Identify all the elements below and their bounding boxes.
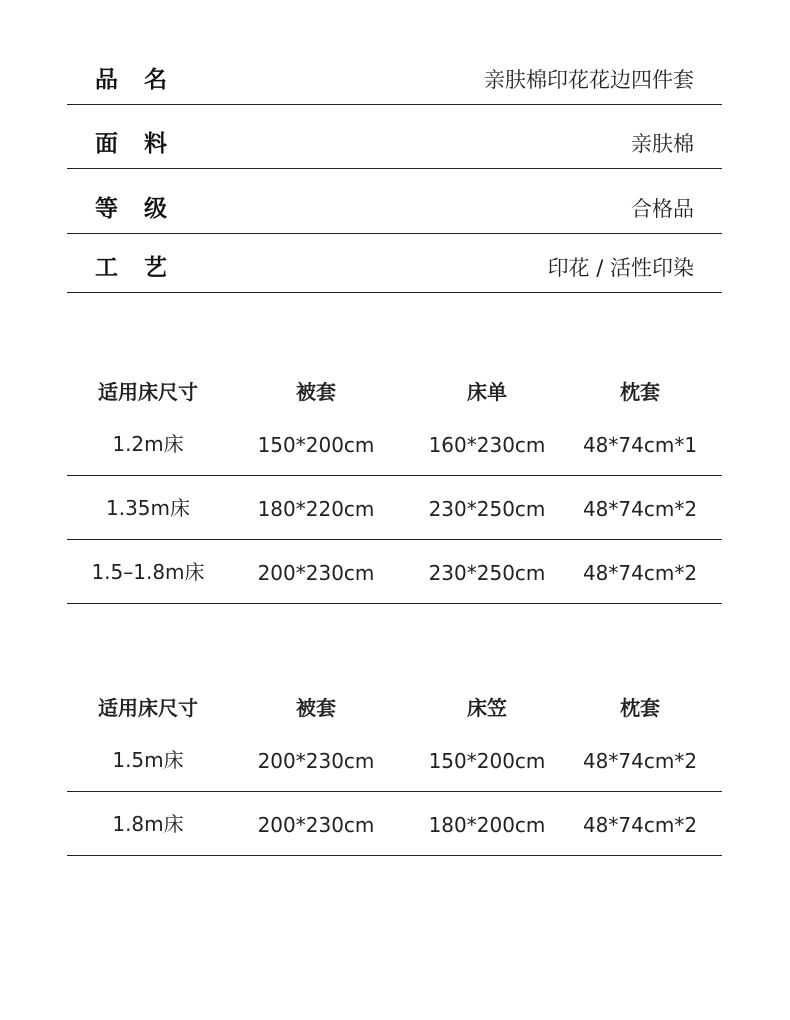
- header-cell: 适用床尺寸: [98, 380, 198, 404]
- table-cell: 150*200cm: [257, 433, 375, 457]
- table-cell: 1.5–1.8m床: [91, 560, 205, 584]
- spec-value: 亲肤棉: [631, 132, 694, 156]
- spec-value: 亲肤棉印花花边四件套: [484, 68, 694, 92]
- table-cell: 160*230cm: [428, 433, 546, 457]
- table-cell: 1.35m床: [105, 496, 191, 520]
- table-header: [67, 360, 722, 420]
- table-cell: 200*230cm: [257, 813, 375, 837]
- spec-label: 品名: [95, 67, 193, 93]
- table-cell: 230*250cm: [428, 497, 546, 521]
- size-table-fitted: [67, 676, 722, 856]
- header-cell: 床笠: [467, 696, 507, 720]
- table-row: [67, 476, 722, 540]
- header-cell: 被套: [296, 696, 336, 720]
- header-cell: 枕套: [620, 696, 660, 720]
- spec-row-grade: [67, 169, 722, 234]
- table-row: [67, 540, 722, 604]
- header-cell: 枕套: [620, 380, 660, 404]
- table-cell: 200*230cm: [257, 749, 375, 773]
- spec-row-name: [67, 42, 722, 105]
- table-cell: 180*220cm: [257, 497, 375, 521]
- table-row: [67, 420, 722, 476]
- spec-label: 等级: [95, 196, 193, 222]
- table-row: [67, 792, 722, 856]
- table-cell: 230*250cm: [428, 561, 546, 585]
- table-cell: 48*74cm*2: [582, 813, 698, 837]
- table-cell: 48*74cm*2: [582, 561, 698, 585]
- table-cell: 1.2m床: [112, 432, 184, 456]
- header-cell: 被套: [296, 380, 336, 404]
- spec-label: 工艺: [95, 255, 193, 281]
- product-spec-list: [67, 42, 722, 293]
- table-cell: 48*74cm*1: [582, 433, 698, 457]
- table-cell: 180*200cm: [428, 813, 546, 837]
- spec-row-fabric: [67, 105, 722, 169]
- size-table-sheet: [67, 360, 722, 604]
- table-cell: 48*74cm*2: [582, 749, 698, 773]
- table-row: [67, 736, 722, 792]
- table-cell: 1.8m床: [112, 812, 184, 836]
- table-cell: 200*230cm: [257, 561, 375, 585]
- table-cell: 1.5m床: [112, 748, 184, 772]
- table-header: [67, 676, 722, 736]
- table-cell: 150*200cm: [428, 749, 546, 773]
- spec-row-craft: [67, 234, 722, 293]
- spec-label: 面料: [95, 131, 193, 157]
- table-cell: 48*74cm*2: [582, 497, 698, 521]
- header-cell: 床单: [467, 380, 507, 404]
- spec-value: 合格品: [631, 197, 694, 221]
- header-cell: 适用床尺寸: [98, 696, 198, 720]
- spec-value: 印花 / 活性印染: [547, 256, 694, 280]
